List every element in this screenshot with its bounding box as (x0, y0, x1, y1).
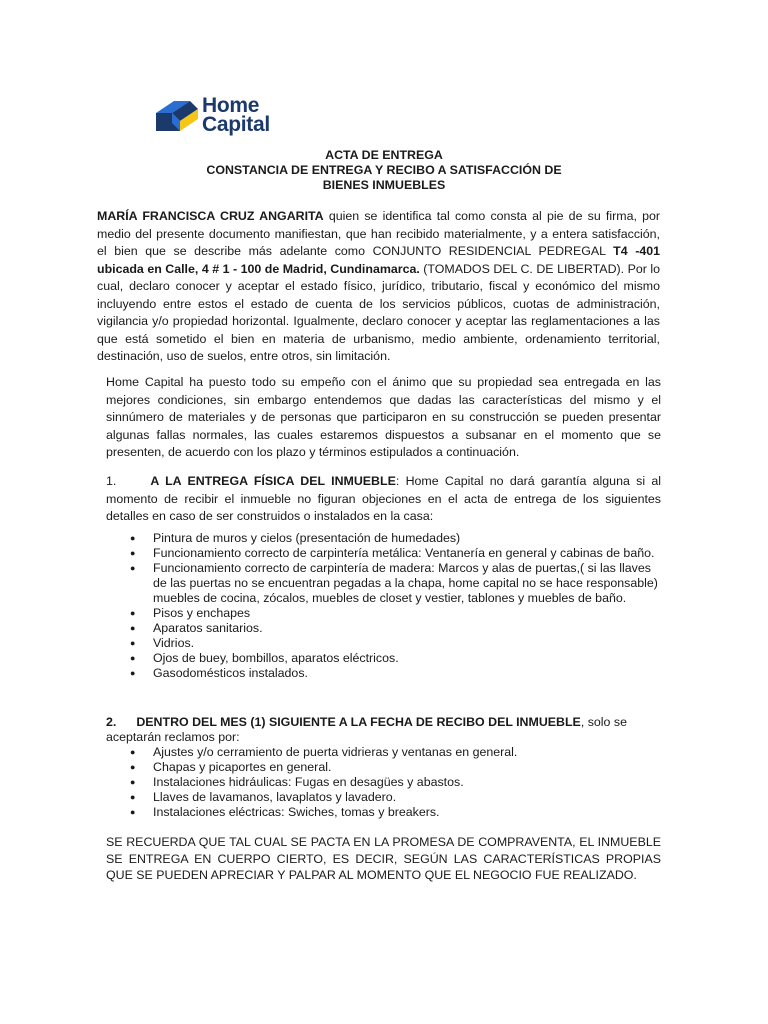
list-item: ● Instalaciones hidráulicas: Fugas en desagües y abastos. (130, 775, 660, 790)
list-item: ● Aparatos sanitarios. (130, 621, 660, 636)
home-capital-logo (156, 96, 286, 136)
list-item: ● Funcionamiento correcto de carpintería de madera: Marcos y alas de puertas,( si las llaves de las puertas no se encuentran pegadas a la chapa, home capital no se hace responsable) muebles de cocina, zócalos, muebles de closet y vestier, tablones y muebles de baño. (130, 561, 660, 606)
title-line-2: CONSTANCIA DE ENTREGA Y RECIBO A SATISFACCIÓN DE (206, 163, 562, 177)
section-1-heading: A LA ENTREGA FÍSICA DEL INMUEBLE (150, 474, 396, 488)
list-item: ● Funcionamiento correcto de carpintería metálica: Ventanería en general y cabinas de baño. (130, 546, 660, 561)
property-unit: T4 -401 ubicada en Calle, 4 # 1 - 100 de Madrid, Cundinamarca. (97, 244, 661, 276)
intro-paragraph (97, 208, 660, 366)
title-line-1: ACTA DE ENTREGA (325, 148, 443, 162)
owner-name: MARÍA FRANCISCA CRUZ ANGARITA (97, 209, 324, 223)
list-item: ● Llaves de lavamanos, lavaplatos y lavadero. (130, 790, 660, 805)
title-line-3: BIENES INMUEBLES (322, 178, 446, 192)
intro-text-2: (TOMADOS DEL C. DE LIBERTAD). Por lo cual, declaro conocer y aceptar el estado físico, jurídico, tributario, fiscal y económico del mismo incluyendo entre estos el estado de cuenta de los servicios públicos, cuotas de administración, vigilancia y/o propiedad horizontal. Igualmente, declaro conocer y aceptar las reglamentaciones a las que está sometido el bien en materia de urbanismo, medio ambiente, ordenamiento territorial, destinación, uso de suelos, entre otros, sin limitación. (97, 261, 660, 363)
home-capital-paragraph: Home Capital ha puesto todo su empeño con el ánimo que su propiedad sea entregada en las mejores condiciones, sin embargo entendemos que dadas las características del mismo y el sinnúmero de materiales y de personas que participaron en su construcción se pueden presentar algunas fallas normales, las cuales estaremos dispuestos a subsanar en el momento que se presenten, de acuerdo con los plazo y términos estipulados a continuación. (106, 375, 661, 459)
list-item: ● Instalaciones eléctricas: Swiches, tomas y breakers. (130, 805, 660, 820)
section-1-intro (106, 473, 661, 526)
logo-wordmark (202, 96, 270, 134)
section-1-text: : Home Capital no dará garantía alguna si al momento de recibir el inmueble no figuran objeciones en el acta de entrega de los siguientes detalles en caso de ser construidos o instalados en la casa: (106, 474, 662, 523)
section-1-list (130, 531, 660, 681)
section-2-heading: DENTRO DEL MES (1) SIGUIENTE A LA FECHA DE RECIBO DEL INMUEBLE (136, 715, 581, 729)
list-item: ● Pisos y enchapes (130, 606, 660, 621)
list-item: ● Vidrios. (130, 636, 660, 651)
section-2-number: 2. (106, 715, 117, 729)
section-1-number: 1. (106, 474, 117, 488)
closing-paragraph: SE RECUERDA QUE TAL CUAL SE PACTA EN LA PROMESA DE COMPRAVENTA, EL INMUEBLE SE ENTREGA EN CUERPO CIERTO, ES DECIR, SEGÚN LAS CARACTERÍSTICAS PROPIAS QUE SE PUEDEN APRECIAR Y PALPAR AL MOMENTO QUE EL NEGOCIO FUE REALIZADO. (106, 835, 661, 882)
list-item: ● Chapas y picaportes en general. (130, 760, 660, 775)
list-item: ● Ojos de buey, bombillos, aparatos eléctricos. (130, 651, 660, 666)
document-title (0, 148, 768, 193)
section-2-intro (106, 715, 661, 745)
list-item: ● Ajustes y/o cerramiento de puerta vidrieras y ventanas en general. (130, 745, 660, 760)
intro-text-1: quien se identifica tal como consta al pie de su firma, por medio del presente documento manifiestan, que han recibido materialmente, y a entera satisfacción, el bien que se describe más adelante como CONJUNTO RESIDENCIAL PEDREGAL (97, 209, 660, 258)
logo-line-1: Home (202, 94, 260, 117)
list-item: ● Gasodomésticos instalados. (130, 666, 660, 681)
list-item: ● Pintura de muros y cielos (presentación de humedades) (130, 531, 660, 546)
section-2-list (130, 745, 660, 820)
section-2-text: , solo se aceptarán reclamos por: (106, 715, 627, 744)
house-logo-icon (156, 101, 198, 131)
logo-line-2: Capital (202, 113, 270, 136)
